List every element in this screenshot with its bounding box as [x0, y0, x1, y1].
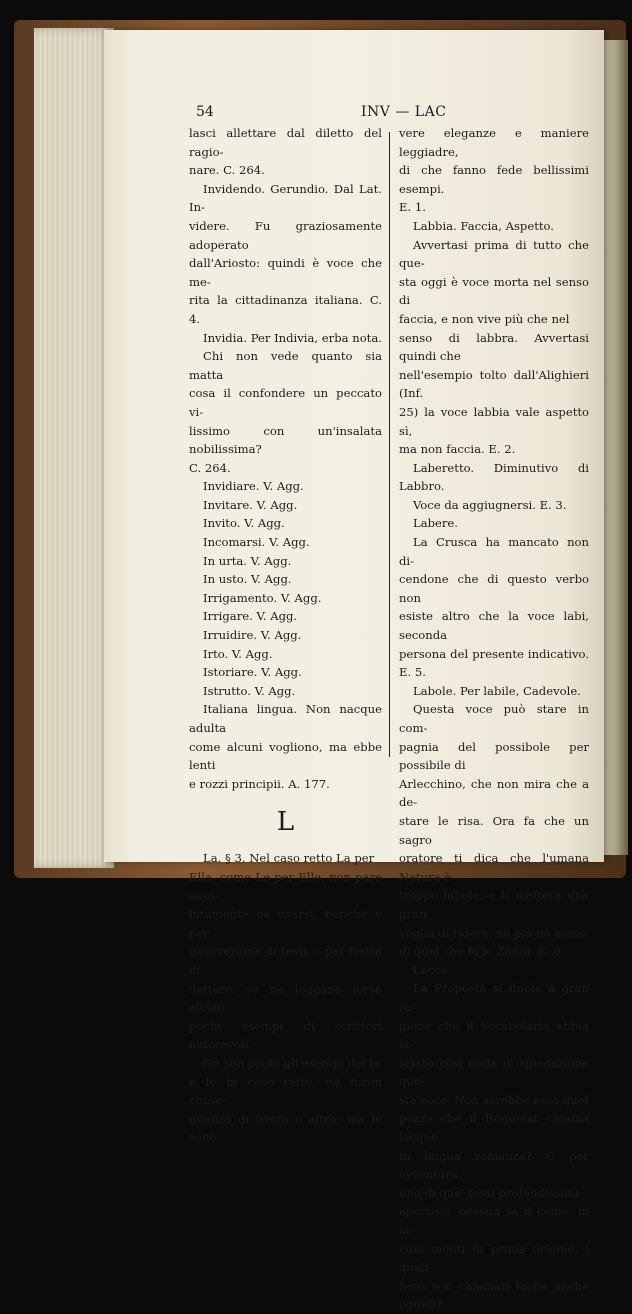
entry-italiana: Italiana lingua. Non nacque adulta: [189, 702, 382, 735]
text-line: cendone che di questo verbo non: [399, 572, 589, 605]
entry-invidia: Invidia. Per Indivia, erba nota.: [203, 330, 382, 345]
text-line: Questa voce può stare in com-: [399, 702, 589, 735]
text-line: vere eleganze e maniere leggiadre,: [399, 126, 589, 159]
text-line: dall'Ariosto: quindi è voce che me-: [189, 256, 382, 289]
entry-line: Irto. V. Agg.: [203, 646, 273, 661]
entry-line: Incomarsi. V. Agg.: [203, 535, 310, 550]
text-line: iscorrezione di testi, o per fretta di: [189, 944, 382, 977]
text-line: 25) la voce labbia vale aspetto sì,: [399, 404, 589, 438]
text-line: fessi son chiamati lache anche oggidì?: [399, 1278, 589, 1312]
entry-invidendo: Invidendo. Gerundio. Dal Lat. In-: [189, 181, 382, 215]
column-divider: [389, 132, 390, 757]
page-number: 54: [196, 104, 214, 120]
text-line: cuni monti di prima origine, i quali: [399, 1241, 589, 1275]
text-line: di quel che fa lo Zanni. E. 6.: [399, 944, 565, 959]
text-line: sta oggi è voce morta nel senso di: [399, 274, 589, 308]
text-line: esiste altro che la voce labi, seconda: [399, 609, 589, 643]
entry-line: Invidiare. V. Agg.: [203, 479, 304, 494]
text-line: lissimo con un'insalata nobilissima?: [189, 423, 382, 457]
entry-la: La. § 3. Nel caso retto La per: [203, 851, 375, 866]
entry-labere: Labere.: [413, 516, 458, 531]
text-line: oratore ti dica che l'umana Natura è: [399, 851, 589, 884]
text-line: videre. Fu graziosamente adoperato: [189, 218, 382, 252]
text-line: apertissi, nessun sa il come, in al-: [399, 1204, 589, 1238]
text-line: Voce da aggiugnersi. E. 3.: [413, 497, 567, 512]
text-line: E. 1.: [399, 200, 426, 215]
section-letter: L: [276, 807, 295, 838]
book-fore-edge: [600, 40, 628, 855]
entry-line: In usto. V. Agg.: [203, 572, 292, 587]
entry-labole: Labole. Per labile, Cadevole.: [413, 683, 581, 698]
text-line: e rozzi principii. A. 177.: [189, 776, 330, 791]
text-line: La Crusca ha mancato non di-: [399, 535, 589, 568]
entry-line: Istrutto. V. Agg.: [203, 683, 296, 698]
right-column: [399, 124, 589, 1314]
text-line: Avvertasi prima di tutto che que-: [399, 237, 589, 271]
text-line: in lingua romanza? O per avventura: [399, 1148, 589, 1182]
text-line: gione che il Vocabolario abbia la-: [399, 1018, 589, 1052]
text-line: sta voce. Non sarebbe essa quel: [399, 1092, 589, 1107]
text-line: come alcuni vogliono, ma ebbe lenti: [189, 739, 382, 773]
text-line: stare le risa. Ora fa che un sagro: [399, 813, 589, 847]
entry-line: Invitare. V. Agg.: [203, 497, 298, 512]
text-line: faccia, e non vive più che nel: [399, 311, 570, 326]
text-line: pochi esempi di scrittori autorevoli.: [189, 1018, 382, 1052]
text-line: troppo labole, e ti metterà una gran: [399, 888, 589, 921]
text-line: La Proposta si duole a gran ra-: [399, 981, 589, 1014]
text-line: nell'esempio tolto dall'Alighieri (Inf.: [399, 367, 589, 401]
entry-laberetto: Laberetto. Diminutivo di Labbro.: [399, 460, 589, 494]
left-column: [189, 124, 382, 1147]
text-line: Arlecchino, che non mira che a de-: [399, 776, 589, 810]
text-line: lasci allettare dal diletto del ragio-: [189, 126, 382, 159]
text-line: guenza di fretta o altro; ma le sono: [189, 1111, 382, 1145]
text-line: C. 264.: [189, 460, 231, 475]
text-line: pagnia del possibole per possibile di: [399, 739, 589, 773]
entry-line: Istoriare. V. Agg.: [203, 665, 302, 680]
entry-line: In urta. V. Agg.: [203, 553, 292, 568]
text-line: rita la cittadinanza italiana. C. 4.: [189, 293, 382, 326]
text-line: persona del presente indicativo. E. 5.: [399, 646, 589, 680]
entry-lacca: Lacca.: [413, 962, 452, 977]
text-line: sciato così nuda di spiegazione que-: [399, 1055, 589, 1089]
text-line: Nè son pochi gli esempi del la: [203, 1055, 380, 1070]
text-line: cosa il confondere un peccato vi-: [189, 386, 382, 419]
page-stack-edge: [34, 28, 114, 868]
entry-labbia: Labbia. Faccia, Aspetto.: [413, 218, 554, 233]
entry-line: Invito. V. Agg.: [203, 516, 285, 531]
text-line: pozzo che il Roquefat chiama lacque: [399, 1111, 589, 1145]
running-title: INV — LAC: [361, 104, 447, 120]
text-line: di che fanno fede bellissimi esempi.: [399, 163, 589, 196]
text-line: Ella, come Le per Elle, non pare asso-: [189, 869, 382, 903]
text-line: voglia di ridere, nè più nè meno: [399, 925, 587, 940]
entry-line: Irrigamento. V. Agg.: [203, 590, 322, 605]
entry-line: Irrigare. V. Agg.: [203, 609, 298, 624]
text-line: ma non faccia. E. 2.: [399, 442, 516, 457]
text-line: nare. C. 264.: [189, 163, 265, 178]
text-line: e le in caso retto, nè furon conse-: [189, 1074, 382, 1108]
text-line: lutamente da usarsi, benchè o per: [189, 907, 382, 940]
entry-line: Irruidire. V. Agg.: [203, 628, 302, 643]
text-line: senso di labbra. Avvertasi quindi che: [399, 330, 589, 364]
text-line: Chi non vede quanto sia matta: [189, 349, 382, 382]
text-line: dettare, se ne leggano forse alcuni: [189, 981, 382, 1015]
text-line: uno di que' fessi profondissimi,: [399, 1185, 583, 1200]
